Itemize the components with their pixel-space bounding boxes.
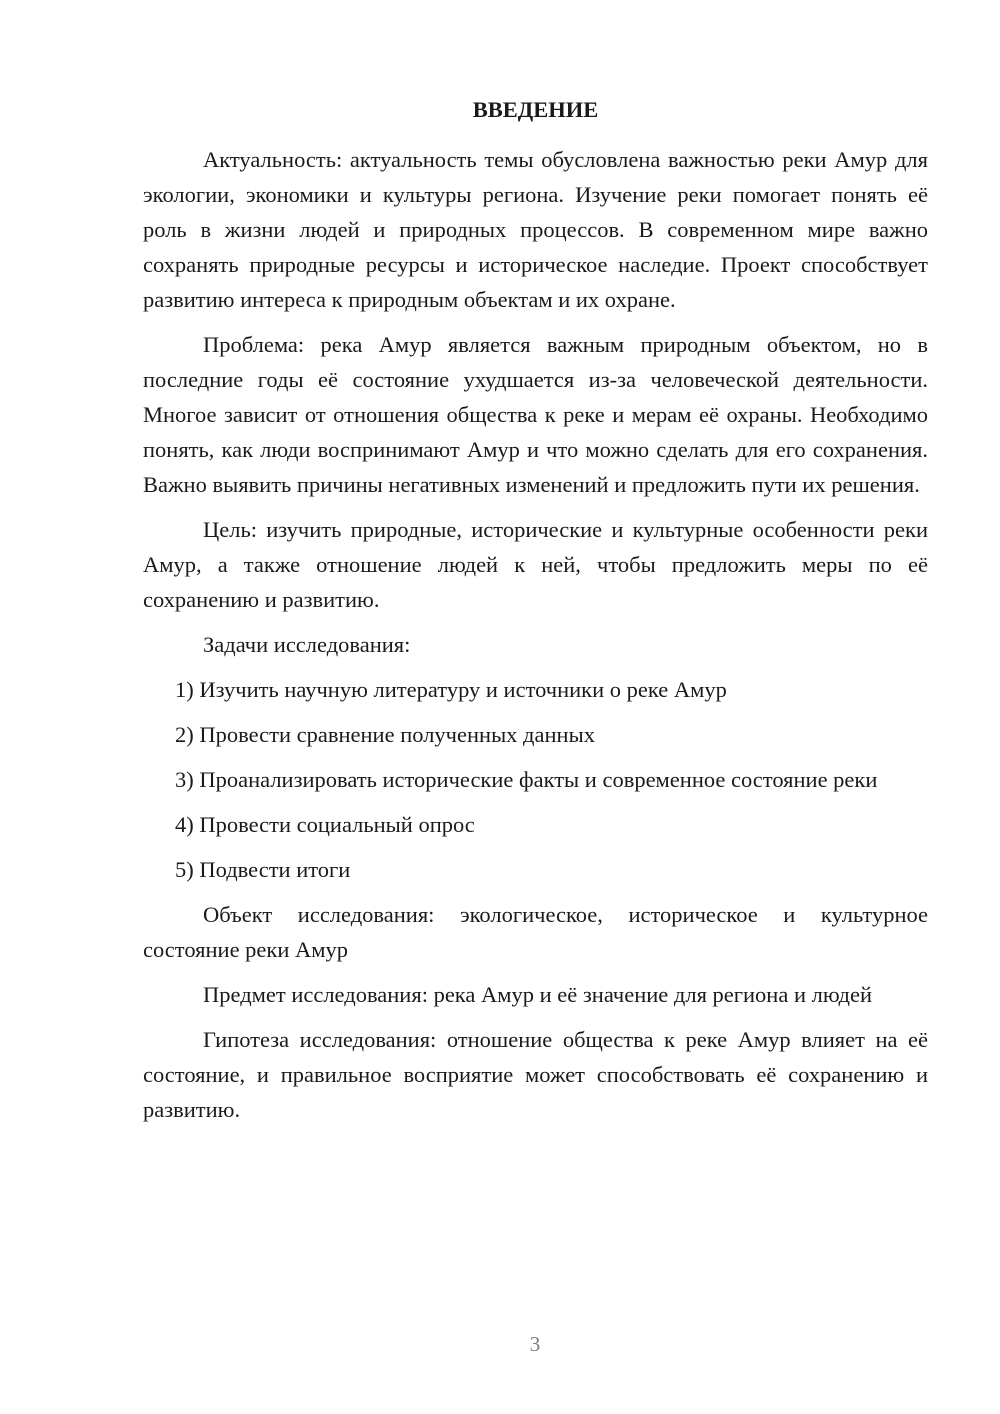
task-item-5: 5) Подвести итоги <box>175 857 351 882</box>
task-item-3: 3) Проанализировать исторические факты и современное состояние реки <box>175 767 878 792</box>
document-page <box>143 92 928 1137</box>
paragraph-object: Объект исследования: экологическое, историческое и культурное состояние реки Амур <box>143 902 928 962</box>
task-item-1: 1) Изучить научную литературу и источники о реке Амур <box>175 677 727 702</box>
paragraph-relevance: Актуальность: актуальность темы обусловлена важностью реки Амур для экологии, экономики и культуры региона. Изучение реки помогает понять её роль в жизни людей и природных процессов. В современном мире важно сохранять природные ресурсы и историческое наследие. Проект способствует развитию интереса к природным объектам и их охране. <box>143 147 928 312</box>
document-title: ВВЕДЕНИЕ <box>472 97 599 122</box>
task-item-2: 2) Провести сравнение полученных данных <box>175 722 595 747</box>
paragraph-goal: Цель: изучить природные, исторические и культурные особенности реки Амур, а также отношение людей к ней, чтобы предложить меры по её сохранению и развитию. <box>143 517 928 612</box>
page-number: 3 <box>529 1332 541 1356</box>
paragraph-hypothesis: Гипотеза исследования: отношение общества к реке Амур влияет на её состояние, и правильное восприятие может способствовать её сохранению и развитию. <box>143 1027 928 1122</box>
paragraph-subject: Предмет исследования: река Амур и её значение для региона и людей <box>203 982 872 1007</box>
paragraph-problem: Проблема: река Амур является важным природным объектом, но в последние годы её состояние ухудшается из-за человеческой деятельности. Многое зависит от отношения общества к реке и мерам её охраны. Необходимо понять, как люди воспринимают Амур и что можно сделать для его сохранения. Важно выявить причины негативных изменений и предложить пути их решения. <box>143 332 928 497</box>
tasks-heading: Задачи исследования: <box>203 632 411 657</box>
task-item-4: 4) Провести социальный опрос <box>175 812 475 837</box>
